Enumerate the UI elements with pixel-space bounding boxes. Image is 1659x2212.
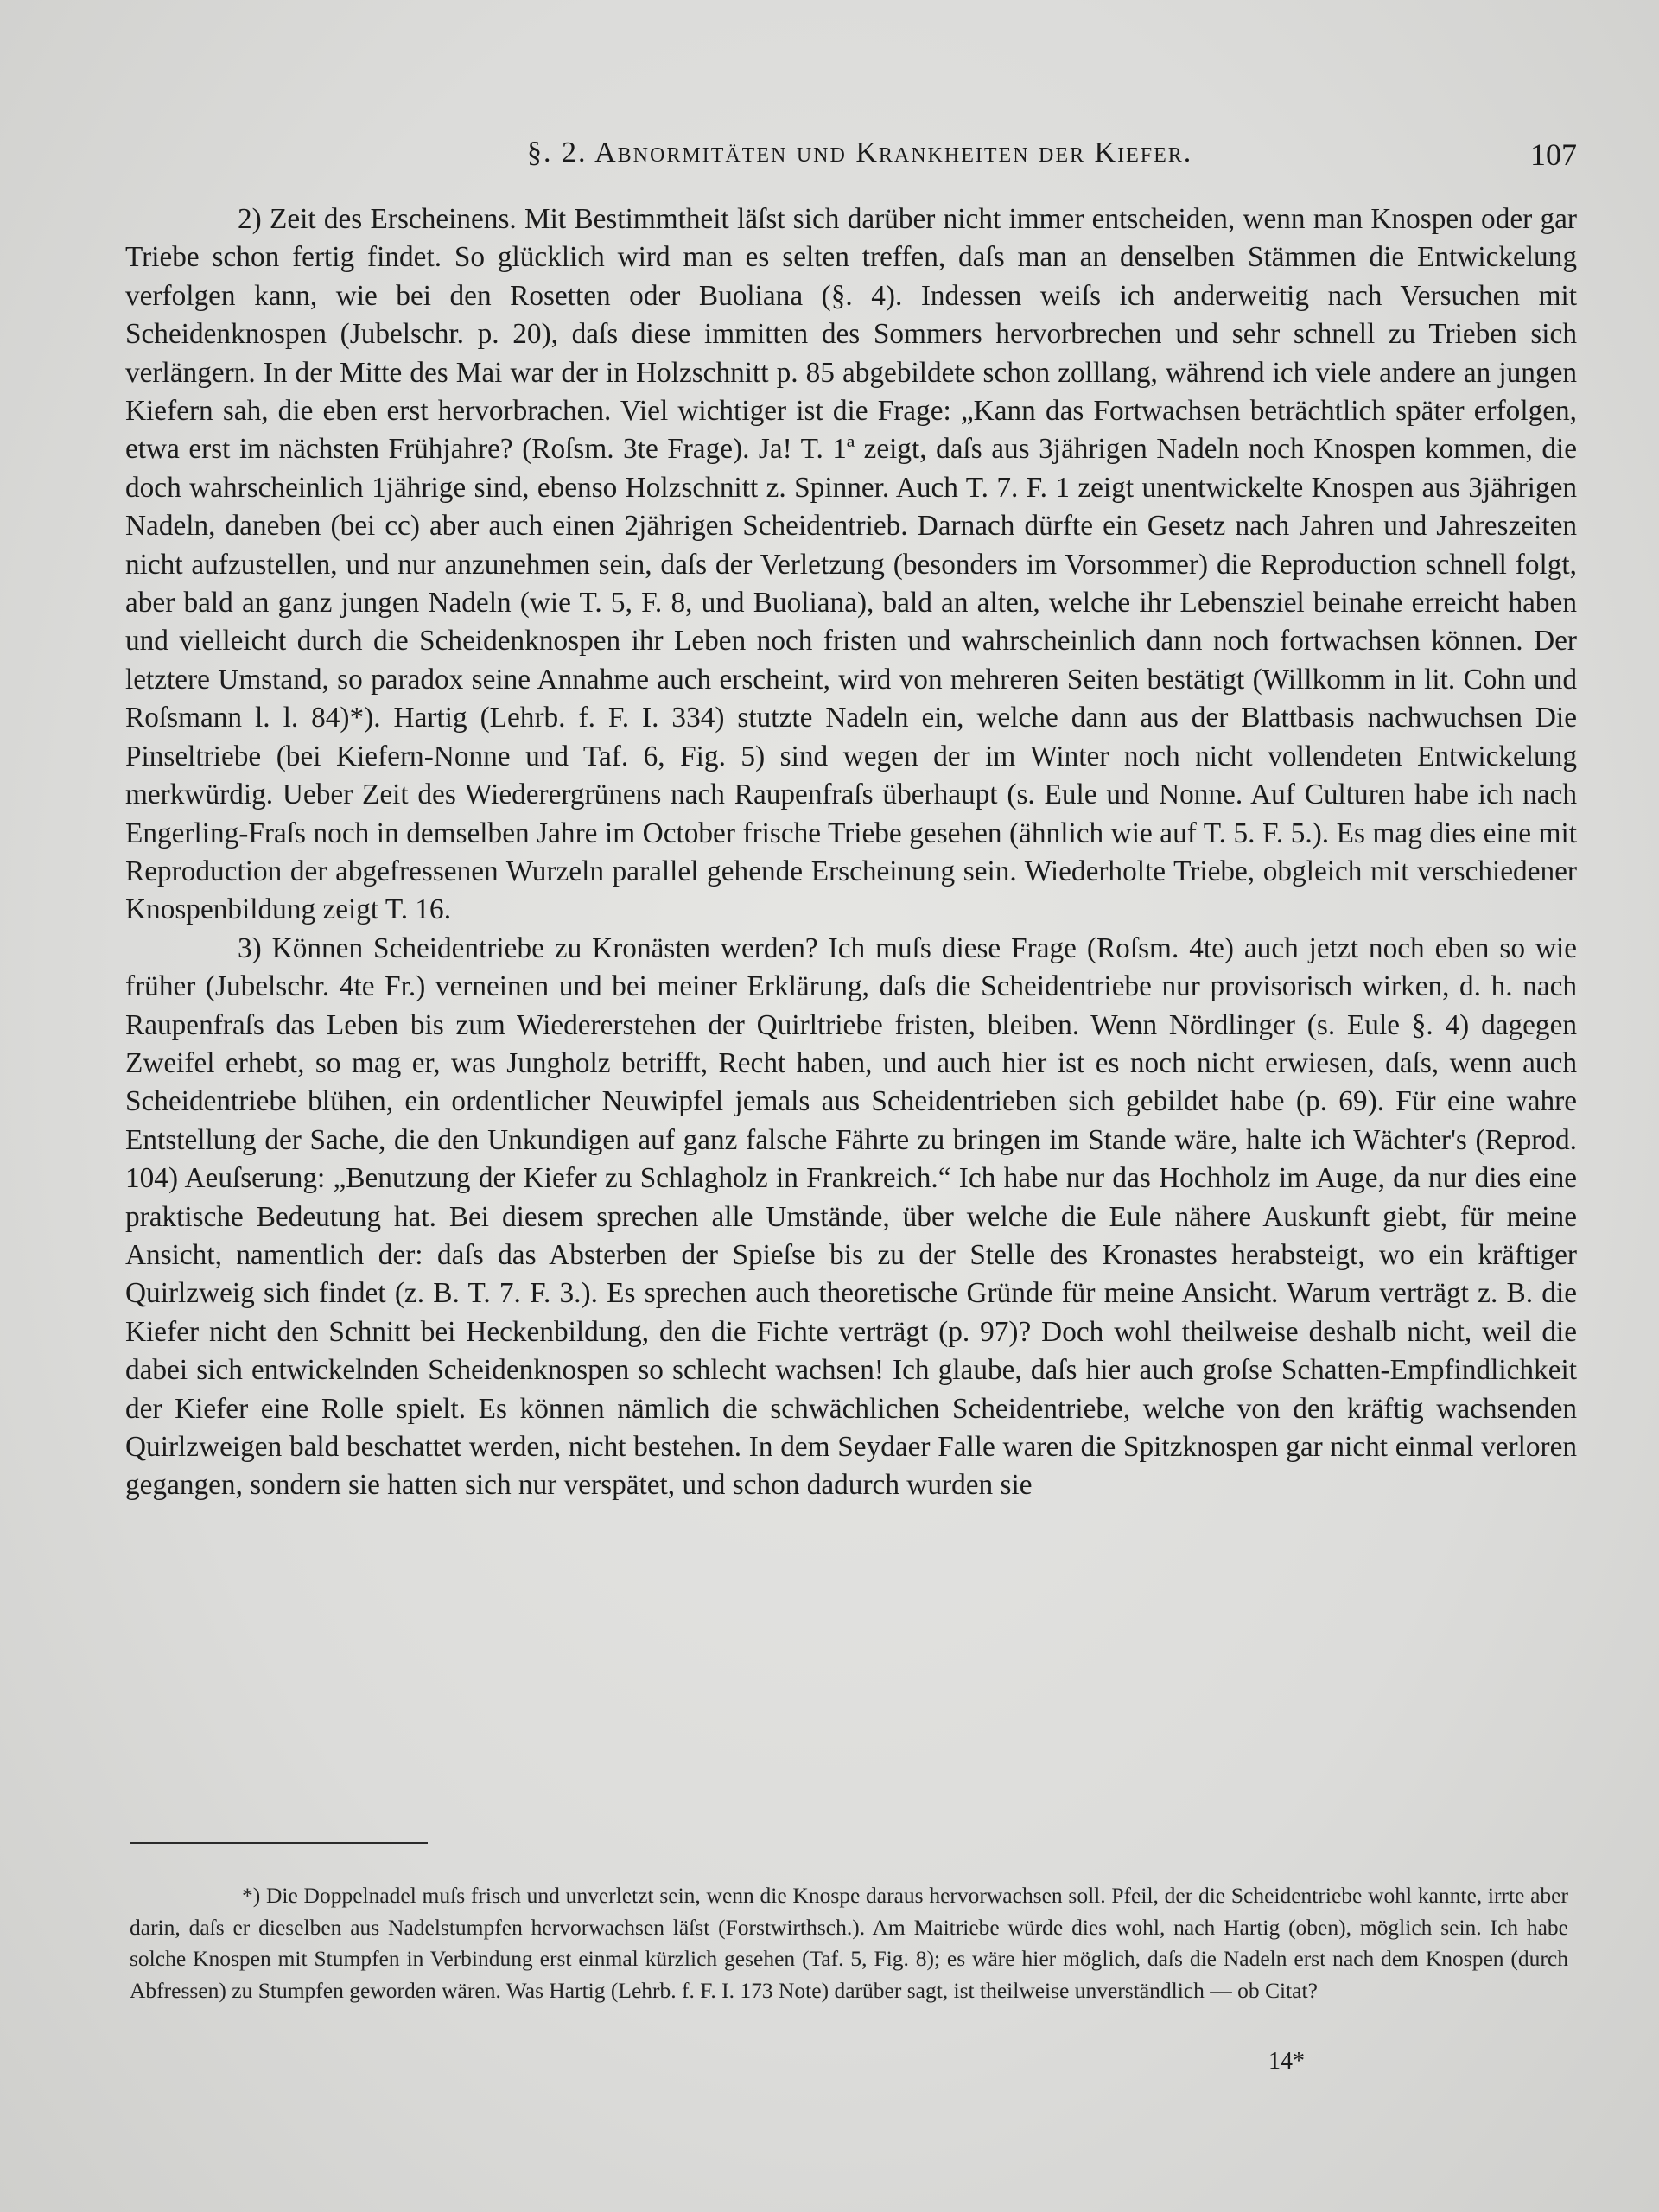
main-text — [125, 200, 1577, 1505]
signature-mark: 14* — [1268, 2048, 1305, 2075]
running-header — [130, 137, 1577, 188]
footnote — [130, 1880, 1568, 2006]
section-title: §. 2. Abnormitäten und Krankheiten der Kiefer. — [527, 137, 1193, 168]
page-number: 107 — [1530, 137, 1577, 172]
paragraph-zeit-des-erscheinens: 2) Zeit des Erscheinens. Mit Bestimmtheit läſst sich darüber nicht immer entscheiden, wenn man Knospen oder gar Triebe schon fertig findet. So glücklich wird man es selten treffen, daſs man an denselben Stämmen die Entwickelung verfolgen kann, wie bei den Rosetten oder Buoliana (§. 4). Indessen weiſs ich anderweitig nach Versuchen mit Scheidenknospen (Jubelschr. p. 20), daſs diese immitten des Sommers hervorbrechen und sehr schnell zu Trieben sich verlängern. In der Mitte des Mai war der in Holzschnitt p. 85 abgebildete schon zolllang, während ich viele andere an jungen Kiefern sah, die eben erst hervorbrachen. Viel wichtiger ist die Frage: „Kann das Fortwachsen beträchtlich später erfolgen, etwa erst im nächsten Frühjahre? (Roſsm. 3te Frage). Ja! T. 1ª zeigt, daſs aus 3jährigen Nadeln noch Knospen kommen, die doch wahrscheinlich 1jährige sind, ebenso Holzschnitt z. Spinner. Auch T. 7. F. 1 zeigt unentwickelte Knospen aus 3jährigen Nadeln, daneben (bei cc) aber auch einen 2jährigen Scheidentrieb. Darnach dürfte ein Gesetz nach Jahren und Jahreszeiten nicht aufzustellen, und nur anzunehmen sein, daſs der Verletzung (besonders im Vorsommer) die Reproduction schnell folgt, aber bald an ganz jungen Nadeln (wie T. 5, F. 8, und Buoliana), bald an alten, welche ihr Lebensziel beinahe erreicht haben und vielleicht durch die Scheidenknospen ihr Leben noch fristen und wahrscheinlich dann noch fortwachsen können. Der letztere Umstand, so paradox seine Annahme auch erscheint, wird von mehreren Seiten bestätigt (Willkomm in lit. Cohn und Roſsmann l. l. 84)*). Hartig (Lehrb. f. F. I. 334) stutzte Nadeln ein, welche dann aus der Blattbasis nachwuchsen Die Pinseltriebe (bei Kiefern-Nonne und Taf. 6, Fig. 5) sind wegen der im Winter noch nicht vollendeten Entwickelung merkwürdig. Ueber Zeit des Wiederergrünens nach Raupenfraſs überhaupt (s. Eule und Nonne. Auf Culturen habe ich nach Engerling-Fraſs noch in demselben Jahre im October frische Triebe gesehen (ähnlich wie auf T. 5. F. 5.). Es mag dies eine mit Reproduction der abgefressenen Wurzeln parallel gehende Erscheinung sein. Wiederholte Triebe, obgleich mit verschiedener Knospenbildung zeigt T. 16. — [125, 203, 1577, 926]
footnote-divider — [130, 1842, 428, 1844]
footnote-text: *) Die Doppelnadel muſs frisch und unverletzt sein, wenn die Knospe daraus hervorwachsen soll. Pfeil, der die Scheidentriebe wohl kannte, irrte aber darin, daſs er dieselben aus Nadelstumpfen hervorwachsen läſst (Forstwirthsch.). Am Maitriebe würde dies wohl, nach Hartig (oben), möglich sein. Ich habe solche Knospen mit Stumpfen in Verbindung erst einmal kürzlich gesehen (Taf. 5, Fig. 8); es wäre hier möglich, daſs die Nadeln erst nach dem Knospen (durch Abfressen) zu Stumpfen geworden wären. Was Hartig (Lehrb. f. F. I. 173 Note) darüber sagt, ist theilweise unverständlich — ob Citat? — [130, 1883, 1568, 2003]
paragraph-scheidentriebe-kronaeste: 3) Können Scheidentriebe zu Kronästen werden? Ich muſs diese Frage (Roſsm. 4te) auch jetzt noch eben so wie früher (Jubelschr. 4te Fr.) verneinen und bei meiner Erklärung, daſs die Scheidentriebe nur provisorisch wirken, d. h. nach Raupenfraſs das Leben bis zum Wiedererstehen der Quirltriebe fristen, bleiben. Wenn Nördlinger (s. Eule §. 4) dagegen Zweifel erhebt, so mag er, was Jungholz betrifft, Recht haben, und auch hier ist es noch nicht erwiesen, daſs, wenn auch Scheidentriebe blühen, ein ordentlicher Neuwipfel jemals aus Scheidentrieben sich gebildet habe (p. 69). Für eine wahre Entstellung der Sache, die den Unkundigen auf ganz falsche Fährte zu bringen im Stande wäre, halte ich Wächter's (Reprod. 104) Aeuſserung: „Benutzung der Kiefer zu Schlagholz in Frankreich.“ Ich habe nur das Hochholz im Auge, da nur dies eine praktische Bedeutung hat. Bei diesem sprechen alle Umstände, über welche die Eule nähere Auskunft giebt, für meine Ansicht, namentlich der: daſs das Absterben der Spieſse bis zu der Stelle des Kronastes herabsteigt, wo ein kräftiger Quirlzweig sich findet (z. B. T. 7. F. 3.). Es sprechen auch theoretische Gründe für meine Ansicht. Warum verträgt z. B. die Kiefer nicht den Schnitt bei Heckenbildung, den die Fichte verträgt (p. 97)? Doch wohl theilweise deshalb nicht, weil die dabei sich entwickelnden Scheidenknospen so schlecht wachsen! Ich glaube, daſs hier auch groſse Schatten-Empfindlichkeit der Kiefer eine Rolle spielt. Es können nämlich die schwächlichen Scheidentriebe, welche von den kräftig wachsenden Quirlzweigen bald beschattet werden, nicht bestehen. In dem Seydaer Falle waren die Spitzknospen gar nicht einmal verloren gegangen, sondern sie hatten sich nur verspätet, und schon dadurch wurden sie — [125, 931, 1577, 1502]
